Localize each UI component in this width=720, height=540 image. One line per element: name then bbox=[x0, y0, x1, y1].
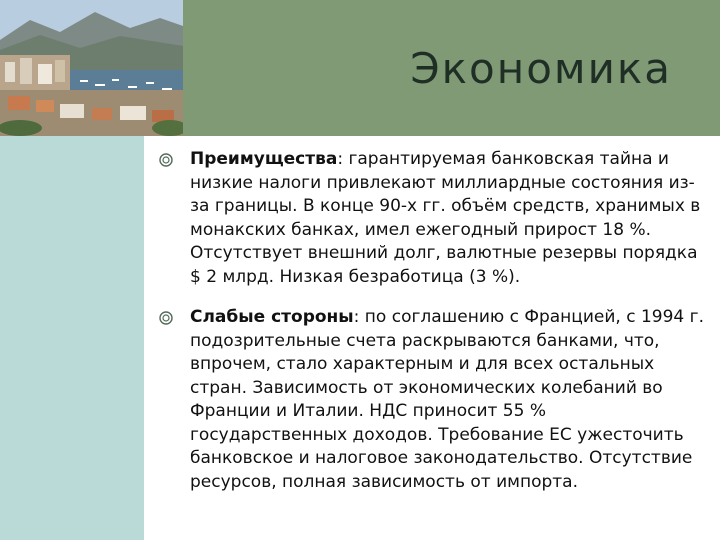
bullet-circle-icon bbox=[158, 152, 174, 168]
bullet-text bbox=[190, 306, 706, 494]
title-band bbox=[183, 0, 720, 136]
left-decorative-strip bbox=[0, 136, 144, 540]
bullet-heading: Слабые стороны bbox=[190, 307, 354, 327]
bullet-circle-icon bbox=[158, 310, 174, 326]
bullet-text bbox=[190, 148, 706, 289]
city-harbor-photo bbox=[0, 0, 183, 136]
bullet-body: : по соглашению с Францией, с 1994 г. подозрительные счета раскрываются банками, что, впрочем, стало характерным и для всех остальных стран. Зависимость от экономических колебаний во Франции и Италии. НДС приносит 55 % государственных доходов. Требование ЕС ужесточить банковское и налоговое законодательство. Отсутствие ресурсов, полная зависимость от импорта. bbox=[190, 307, 704, 492]
bullet-advantages bbox=[158, 148, 706, 289]
bullet-weaknesses bbox=[158, 306, 706, 494]
slide-title: Экономика bbox=[410, 44, 672, 93]
strip-divider bbox=[144, 136, 152, 540]
bullet-heading: Преимущества bbox=[190, 149, 338, 169]
bullet-body: : гарантируемая банковская тайна и низкие налоги привлекают миллиардные состояния из-за границы. В конце 90-х гг. объём средств, хранимых в монакских банках, имел ежегодный прирост 18 %. Отсутствует внешний долг, валютные резервы порядка $ 2 млрд. Низкая безработица (3 %). bbox=[190, 149, 701, 287]
